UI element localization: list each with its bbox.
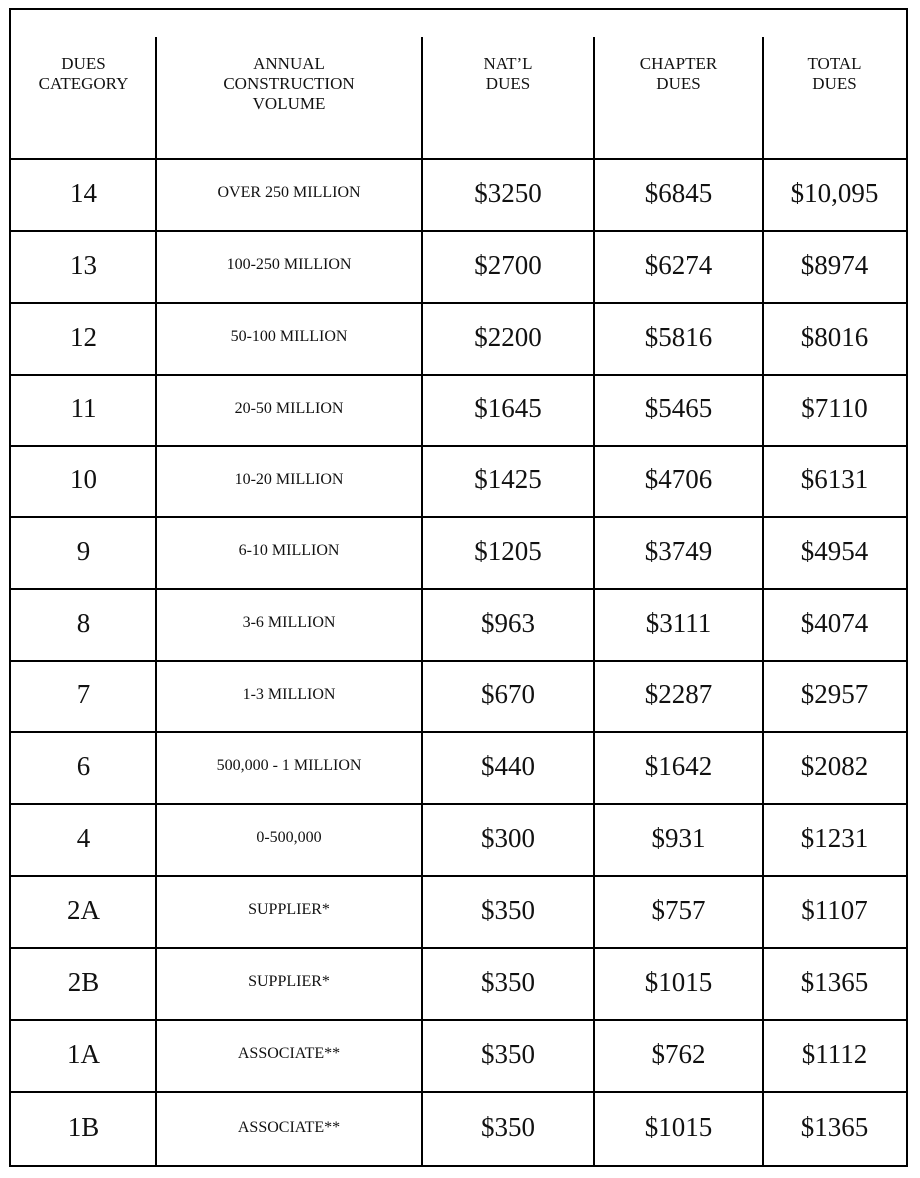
national-dues-cell: $2700 <box>474 249 542 280</box>
header-line: NAT’L <box>483 54 533 73</box>
national-dues-cell: $2200 <box>474 321 542 352</box>
chapter-dues-cell: $2287 <box>644 679 713 709</box>
national-dues-header <box>422 54 594 94</box>
construction-volume-cell: 3-6 MILLION <box>242 614 336 631</box>
total-dues-cell: $1107 <box>801 894 868 925</box>
dues-category-cell: 11 <box>70 393 97 423</box>
national-dues-cell: $350 <box>481 1038 535 1069</box>
construction-volume-cell: 20-50 MILLION <box>234 399 344 417</box>
chapter-dues-cell: $4706 <box>644 464 713 494</box>
construction-volume-cell: ASSOCIATE** <box>237 1118 341 1136</box>
header-line: CHAPTER <box>639 54 718 73</box>
total-dues-cell: $4074 <box>800 607 869 638</box>
header-line: DUES <box>656 74 701 93</box>
national-dues-cell: $670 <box>481 679 535 709</box>
national-dues-cell: $350 <box>481 894 535 925</box>
dues-category-cell: 13 <box>70 249 97 280</box>
dues-category-cell: 7 <box>76 679 91 709</box>
total-dues-cell: $1365 <box>800 1112 869 1142</box>
national-dues-cell: $1425 <box>474 464 542 494</box>
chapter-dues-cell: $3749 <box>644 535 713 566</box>
header-line: VOLUME <box>252 94 326 113</box>
chapter-dues-cell: $757 <box>651 894 706 925</box>
total-dues-cell: $2082 <box>800 750 869 781</box>
total-dues-cell: $7110 <box>801 393 868 423</box>
construction-volume-cell: 500,000 - 1 MILLION <box>216 757 362 774</box>
national-dues-cell: $350 <box>481 1112 535 1142</box>
total-dues-cell: $1112 <box>801 1038 868 1069</box>
national-dues-cell: $3250 <box>474 177 542 208</box>
total-dues-cell: $1231 <box>800 822 869 853</box>
header-line: DUES <box>485 74 531 93</box>
national-dues-cell: $350 <box>481 966 535 997</box>
chapter-dues-cell: $6274 <box>644 249 713 280</box>
chapter-dues-cell: $3111 <box>645 607 712 638</box>
chapter-dues-cell: $6845 <box>644 177 713 208</box>
total-dues-header <box>763 54 906 94</box>
total-dues-cell: $6131 <box>800 464 869 494</box>
header-line: CATEGORY <box>38 74 129 93</box>
chapter-dues-cell: $5465 <box>644 393 713 423</box>
construction-volume-cell: 1-3 MILLION <box>242 685 336 703</box>
total-dues-cell: $8016 <box>800 321 869 352</box>
chapter-dues-cell: $1015 <box>644 966 713 997</box>
national-dues-cell: $963 <box>481 607 535 638</box>
total-dues-cell: $8974 <box>800 249 869 280</box>
header-line: DUES <box>812 74 857 93</box>
construction-volume-cell: ASSOCIATE** <box>237 1045 341 1062</box>
volume-header <box>156 54 422 114</box>
dues-category-cell: 9 <box>76 535 91 566</box>
header-line: DUES <box>61 54 106 73</box>
chapter-dues-cell: $1642 <box>644 750 713 781</box>
construction-volume-cell: SUPPLIER* <box>248 901 330 918</box>
header-line: CONSTRUCTION <box>223 74 355 93</box>
construction-volume-cell: 100-250 MILLION <box>226 256 352 273</box>
construction-volume-cell: 10-20 MILLION <box>234 470 344 488</box>
dues-category-cell: 10 <box>70 464 97 494</box>
total-dues-cell: $10,095 <box>790 177 879 208</box>
chapter-dues-cell: $5816 <box>644 321 713 352</box>
header-line: TOTAL <box>807 54 862 73</box>
chapter-dues-cell: $931 <box>651 822 706 853</box>
total-dues-cell: $1365 <box>800 966 869 997</box>
dues-category-cell: 2A <box>67 894 100 925</box>
construction-volume-cell: 50-100 MILLION <box>230 328 348 345</box>
dues-category-cell: 1B <box>67 1112 100 1142</box>
chapter-dues-header <box>594 54 763 94</box>
national-dues-cell: $1645 <box>474 393 542 423</box>
dues-category-cell: 14 <box>70 177 97 208</box>
construction-volume-cell: 6-10 MILLION <box>238 542 340 559</box>
construction-volume-cell: OVER 250 MILLION <box>217 184 361 201</box>
dues-category-cell: 1A <box>67 1038 100 1069</box>
category-header <box>11 54 156 94</box>
national-dues-cell: $440 <box>481 750 535 781</box>
total-dues-cell: $4954 <box>800 535 869 566</box>
national-dues-cell: $1205 <box>474 535 542 566</box>
dues-category-cell: 6 <box>76 750 91 781</box>
chapter-dues-cell: $1015 <box>644 1112 713 1142</box>
dues-category-cell: 8 <box>76 607 91 638</box>
chapter-dues-cell: $762 <box>651 1038 706 1069</box>
dues-category-cell: 4 <box>76 822 91 853</box>
construction-volume-cell: SUPPLIER* <box>248 973 330 990</box>
construction-volume-cell: 0-500,000 <box>256 829 322 846</box>
header-line: ANNUAL <box>253 54 325 73</box>
total-dues-cell: $2957 <box>800 679 869 709</box>
national-dues-cell: $300 <box>481 822 535 853</box>
dues-category-cell: 2B <box>67 966 100 997</box>
dues-category-cell: 12 <box>70 321 97 352</box>
